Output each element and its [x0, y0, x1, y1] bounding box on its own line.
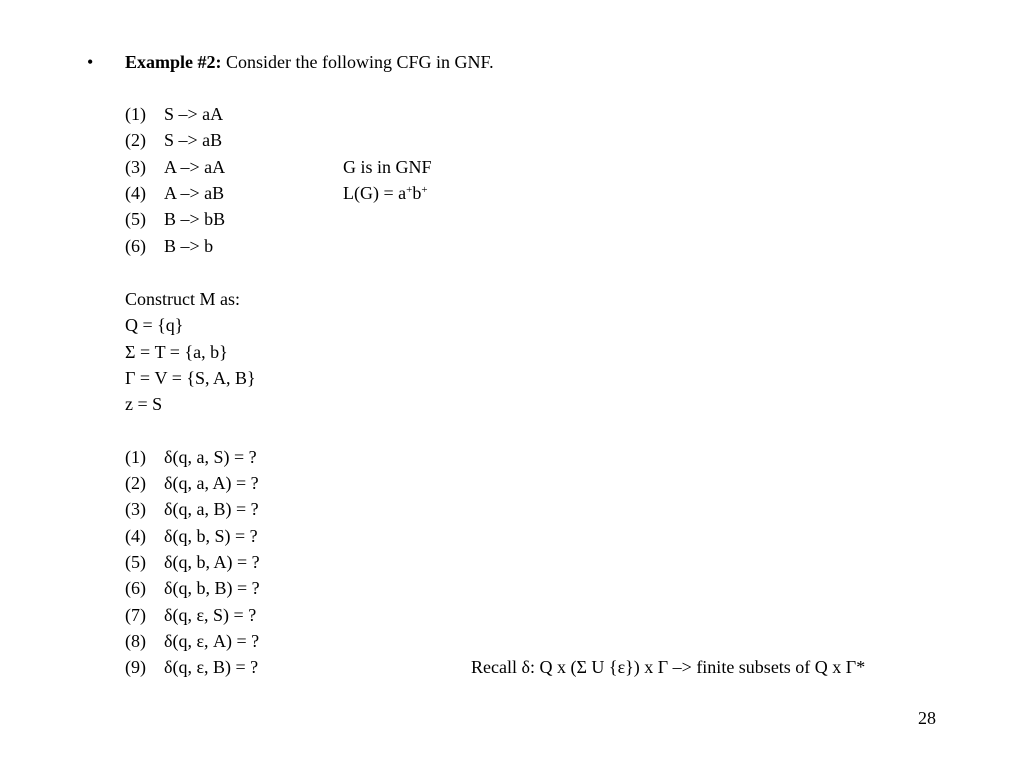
- language-mid: b: [412, 183, 422, 203]
- production-number: (3): [125, 157, 146, 177]
- transition-expr: δ(q, ε, A) = ?: [164, 631, 260, 651]
- heading-line: [125, 52, 494, 72]
- transition-expr: δ(q, ε, S) = ?: [164, 605, 257, 625]
- production-number: (4): [125, 183, 146, 203]
- transition-number: (6): [125, 578, 146, 598]
- transition-expr: δ(q, b, A) = ?: [164, 552, 260, 572]
- construct-q: Q = {q}: [125, 315, 184, 335]
- transition-number: (1): [125, 447, 146, 467]
- construct-sigma: Σ = T = {a, b}: [125, 342, 228, 362]
- production-rule: B –> b: [164, 236, 214, 256]
- language-prefix: L(G) = a: [343, 183, 407, 203]
- heading-label: Example #2:: [125, 52, 222, 72]
- transition-number: (4): [125, 526, 146, 546]
- transition-number: (7): [125, 605, 146, 625]
- page-number: 28: [918, 708, 936, 728]
- transition-number: (2): [125, 473, 146, 493]
- transition-number: (8): [125, 631, 146, 651]
- language-note: [343, 183, 428, 203]
- production-rule: A –> aB: [164, 183, 225, 203]
- construct-z: z = S: [125, 394, 163, 414]
- transition-number: (5): [125, 552, 146, 572]
- production-rule: B –> bB: [164, 209, 226, 229]
- transition-expr: δ(q, ε, B) = ?: [164, 657, 259, 677]
- heading-text: Consider the following CFG in GNF.: [221, 52, 494, 72]
- construct-title: Construct M as:: [125, 289, 240, 309]
- production-rule: S –> aA: [164, 104, 224, 124]
- bullet-marker: •: [87, 52, 94, 72]
- production-number: (6): [125, 236, 146, 256]
- transition-expr: δ(q, a, B) = ?: [164, 499, 259, 519]
- language-superscript-1: +: [406, 184, 413, 196]
- construct-gamma: Γ = V = {S, A, B}: [125, 368, 256, 388]
- recall-note: Recall δ: Q x (Σ U {ε}) x Γ –> finite subsets of Q x Γ*: [471, 657, 866, 677]
- production-rule: A –> aA: [164, 157, 226, 177]
- production-number: (2): [125, 130, 146, 150]
- transition-expr: δ(q, a, A) = ?: [164, 473, 259, 493]
- transition-expr: δ(q, a, S) = ?: [164, 447, 257, 467]
- transition-number: (9): [125, 657, 146, 677]
- production-rule: S –> aB: [164, 130, 223, 150]
- gnf-note: G is in GNF: [343, 157, 432, 177]
- production-number: (1): [125, 104, 146, 124]
- production-number: (5): [125, 209, 146, 229]
- transition-expr: δ(q, b, S) = ?: [164, 526, 258, 546]
- transition-number: (3): [125, 499, 146, 519]
- transition-expr: δ(q, b, B) = ?: [164, 578, 260, 598]
- language-superscript-2: +: [421, 184, 428, 196]
